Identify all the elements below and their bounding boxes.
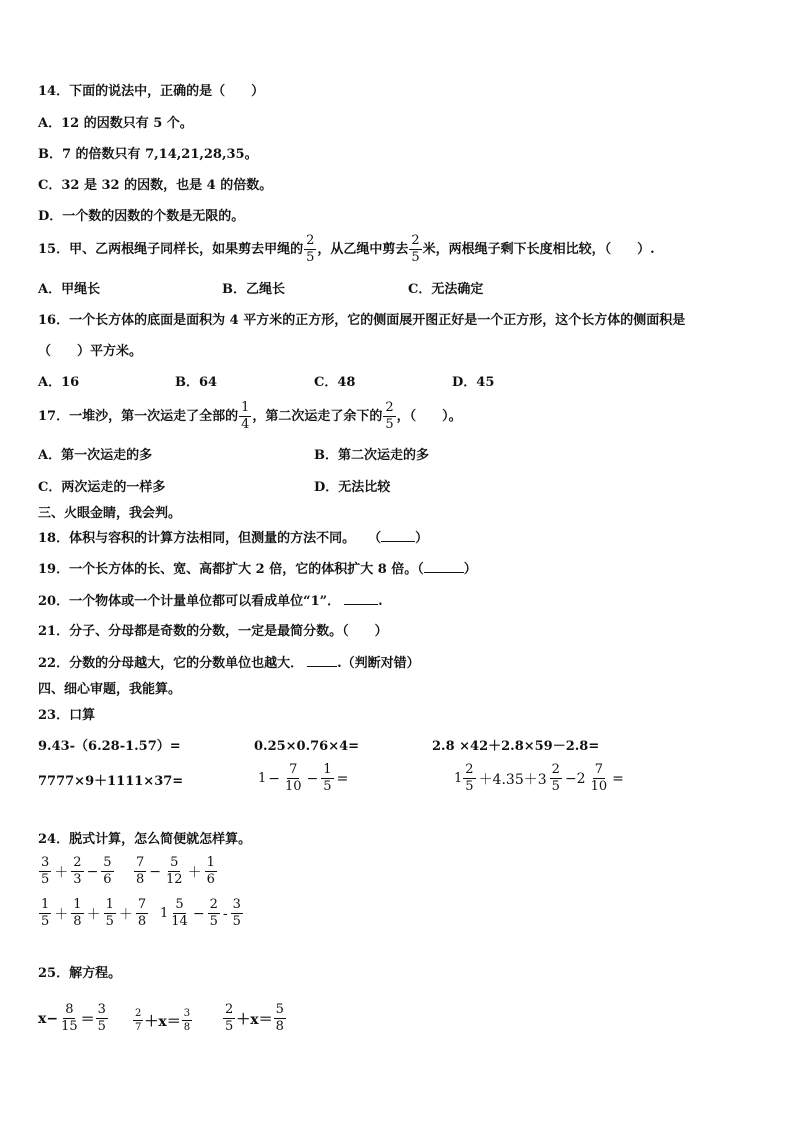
- q15-fraction-1: $\frac{2}{5}$: [306, 233, 315, 265]
- q24-expr-4: 1 $\frac{5}{14}$ − $\frac{2}{5}$ - $\frac{3}{5}$: [160, 897, 241, 929]
- q25-equation-2: $\frac{2}{7}$ ＋x＝ $\frac{3}{8}$: [135, 1008, 191, 1033]
- q24-title: 24．脱式计算，怎么简便就怎样算。: [38, 832, 252, 847]
- q15-option-c: C．无法确定: [408, 282, 484, 297]
- q17-fraction-1: $\frac{1}{4}$: [241, 400, 250, 432]
- q24-expr-3: $\frac{1}{5}$ ＋ $\frac{1}{8}$ ＋ $\frac{1}{5}$ ＋ $\frac{7}{8}$: [41, 897, 147, 929]
- section-3-heading: 三、火眼金睛，我会判。: [38, 506, 182, 521]
- q16-stem-line1: 16．一个长方体的底面是面积为 4 平方米的正方形，它的侧面展开图正好是一个正方形，这个长方体的侧面积是: [38, 313, 686, 328]
- fraction: $\frac{1}{5}$: [323, 762, 332, 794]
- fraction: $\frac{7}{10}$: [590, 762, 608, 794]
- q19: 19．一个长方体的长、宽、高都扩大 2 倍，它的体积扩大 8 倍。（ ）: [38, 562, 477, 577]
- q22: 22．分数的分母越大，它的分数单位也越大． .（判断对错）: [38, 656, 420, 671]
- q15-part3: 米，两根绳子剩下长度相比较，（ ）.: [422, 241, 655, 257]
- q24-expr-1: $\frac{3}{5}$ ＋ $\frac{2}{3}$ − $\frac{5}{6}$: [41, 855, 112, 887]
- q23-expr-1: 9.43-（6.28-1.57）=: [38, 739, 181, 754]
- q23-title: 23．口算: [38, 708, 96, 723]
- q15-part1: 15．甲、乙两根绳子同样长，如果剪去甲绳的: [38, 241, 304, 257]
- fraction: $\frac{2}{5}$: [551, 762, 560, 794]
- q21: 21．分子、分母都是奇数的分数，一定是最简分数。（ ）: [38, 624, 388, 639]
- q17-part1: 17．一堆沙，第一次运走了全部的: [38, 408, 239, 424]
- q17-option-b: B．第二次运走的多: [314, 448, 429, 463]
- q14-option-d: D．一个数的因数的个数是无限的。: [38, 209, 245, 224]
- q18: 18．体积与容积的计算方法相同，但测量的方法不同。 （ ）: [38, 531, 429, 546]
- q15-fraction-2: $\frac{2}{5}$: [411, 233, 420, 265]
- q17-option-d: D．无法比较: [314, 480, 391, 495]
- q25-equation-1: x− $\frac{8}{15}$ ＝ $\frac{3}{5}$: [38, 1002, 106, 1034]
- q16-option-c: C．48: [314, 375, 356, 390]
- q25-title: 25．解方程。: [38, 966, 122, 981]
- fraction: $\frac{2}{5}$: [465, 762, 474, 794]
- q16-stem-line2: （ ）平方米。: [38, 344, 143, 359]
- q24-expr-2: $\frac{7}{8}$ − $\frac{5}{12}$ ＋ $\frac{1}{6}$: [136, 855, 215, 887]
- q14-option-a: A．12 的因数只有 5 个。: [38, 116, 193, 131]
- fraction: $\frac{7}{10}$: [285, 762, 302, 794]
- section-4-heading: 四、细心审题，我能算。: [38, 682, 182, 697]
- q23-expr-3: 2.8 ×42＋2.8×59－2.8=: [432, 739, 600, 754]
- q17-option-c: C．两次运走的一样多: [38, 480, 166, 495]
- q23-expr-5: 1 − $\frac{7}{10}$ − $\frac{1}{5}$ =: [258, 762, 349, 794]
- q16-option-b: B．64: [175, 375, 218, 390]
- q23-expr-6: 1 $\frac{2}{5}$ ＋4.35＋3 $\frac{2}{5}$ −2 $\frac{7}{10}$ =: [454, 762, 624, 794]
- q17-part3: ，（ ）。: [396, 408, 462, 424]
- q25-equation-3: $\frac{2}{5}$ ＋x＝ $\frac{5}{8}$: [225, 1002, 284, 1034]
- q14-stem: 14．下面的说法中，正确的是（ ）: [38, 84, 265, 99]
- q17-part2: ，第二次运走了余下的: [252, 408, 383, 424]
- q20: 20．一个物体或一个计量单位都可以看成单位“1”． .: [38, 594, 383, 609]
- q23-expr-4: 7777×9＋1111×37=: [38, 774, 184, 789]
- q14-option-b: B．7 的倍数只有 7,14,21,28,35。: [38, 147, 258, 162]
- q14-option-c: C．32 是 32 的因数，也是 4 的倍数。: [38, 178, 273, 193]
- q17-option-a: A．第一次运走的多: [38, 448, 153, 463]
- q16-option-d: D．45: [452, 375, 495, 390]
- q23-expr-2: 0.25×0.76×4=: [254, 739, 360, 754]
- q15-option-b: B．乙绳长: [222, 282, 285, 297]
- q15-part2: ，从乙绳中剪去: [317, 241, 409, 257]
- q16-option-a: A．16: [38, 375, 80, 390]
- q15-option-a: A．甲绳长: [38, 282, 101, 297]
- q17-stem: [38, 401, 462, 432]
- q17-fraction-2: $\frac{2}{5}$: [385, 400, 394, 432]
- q15-stem: [38, 234, 655, 265]
